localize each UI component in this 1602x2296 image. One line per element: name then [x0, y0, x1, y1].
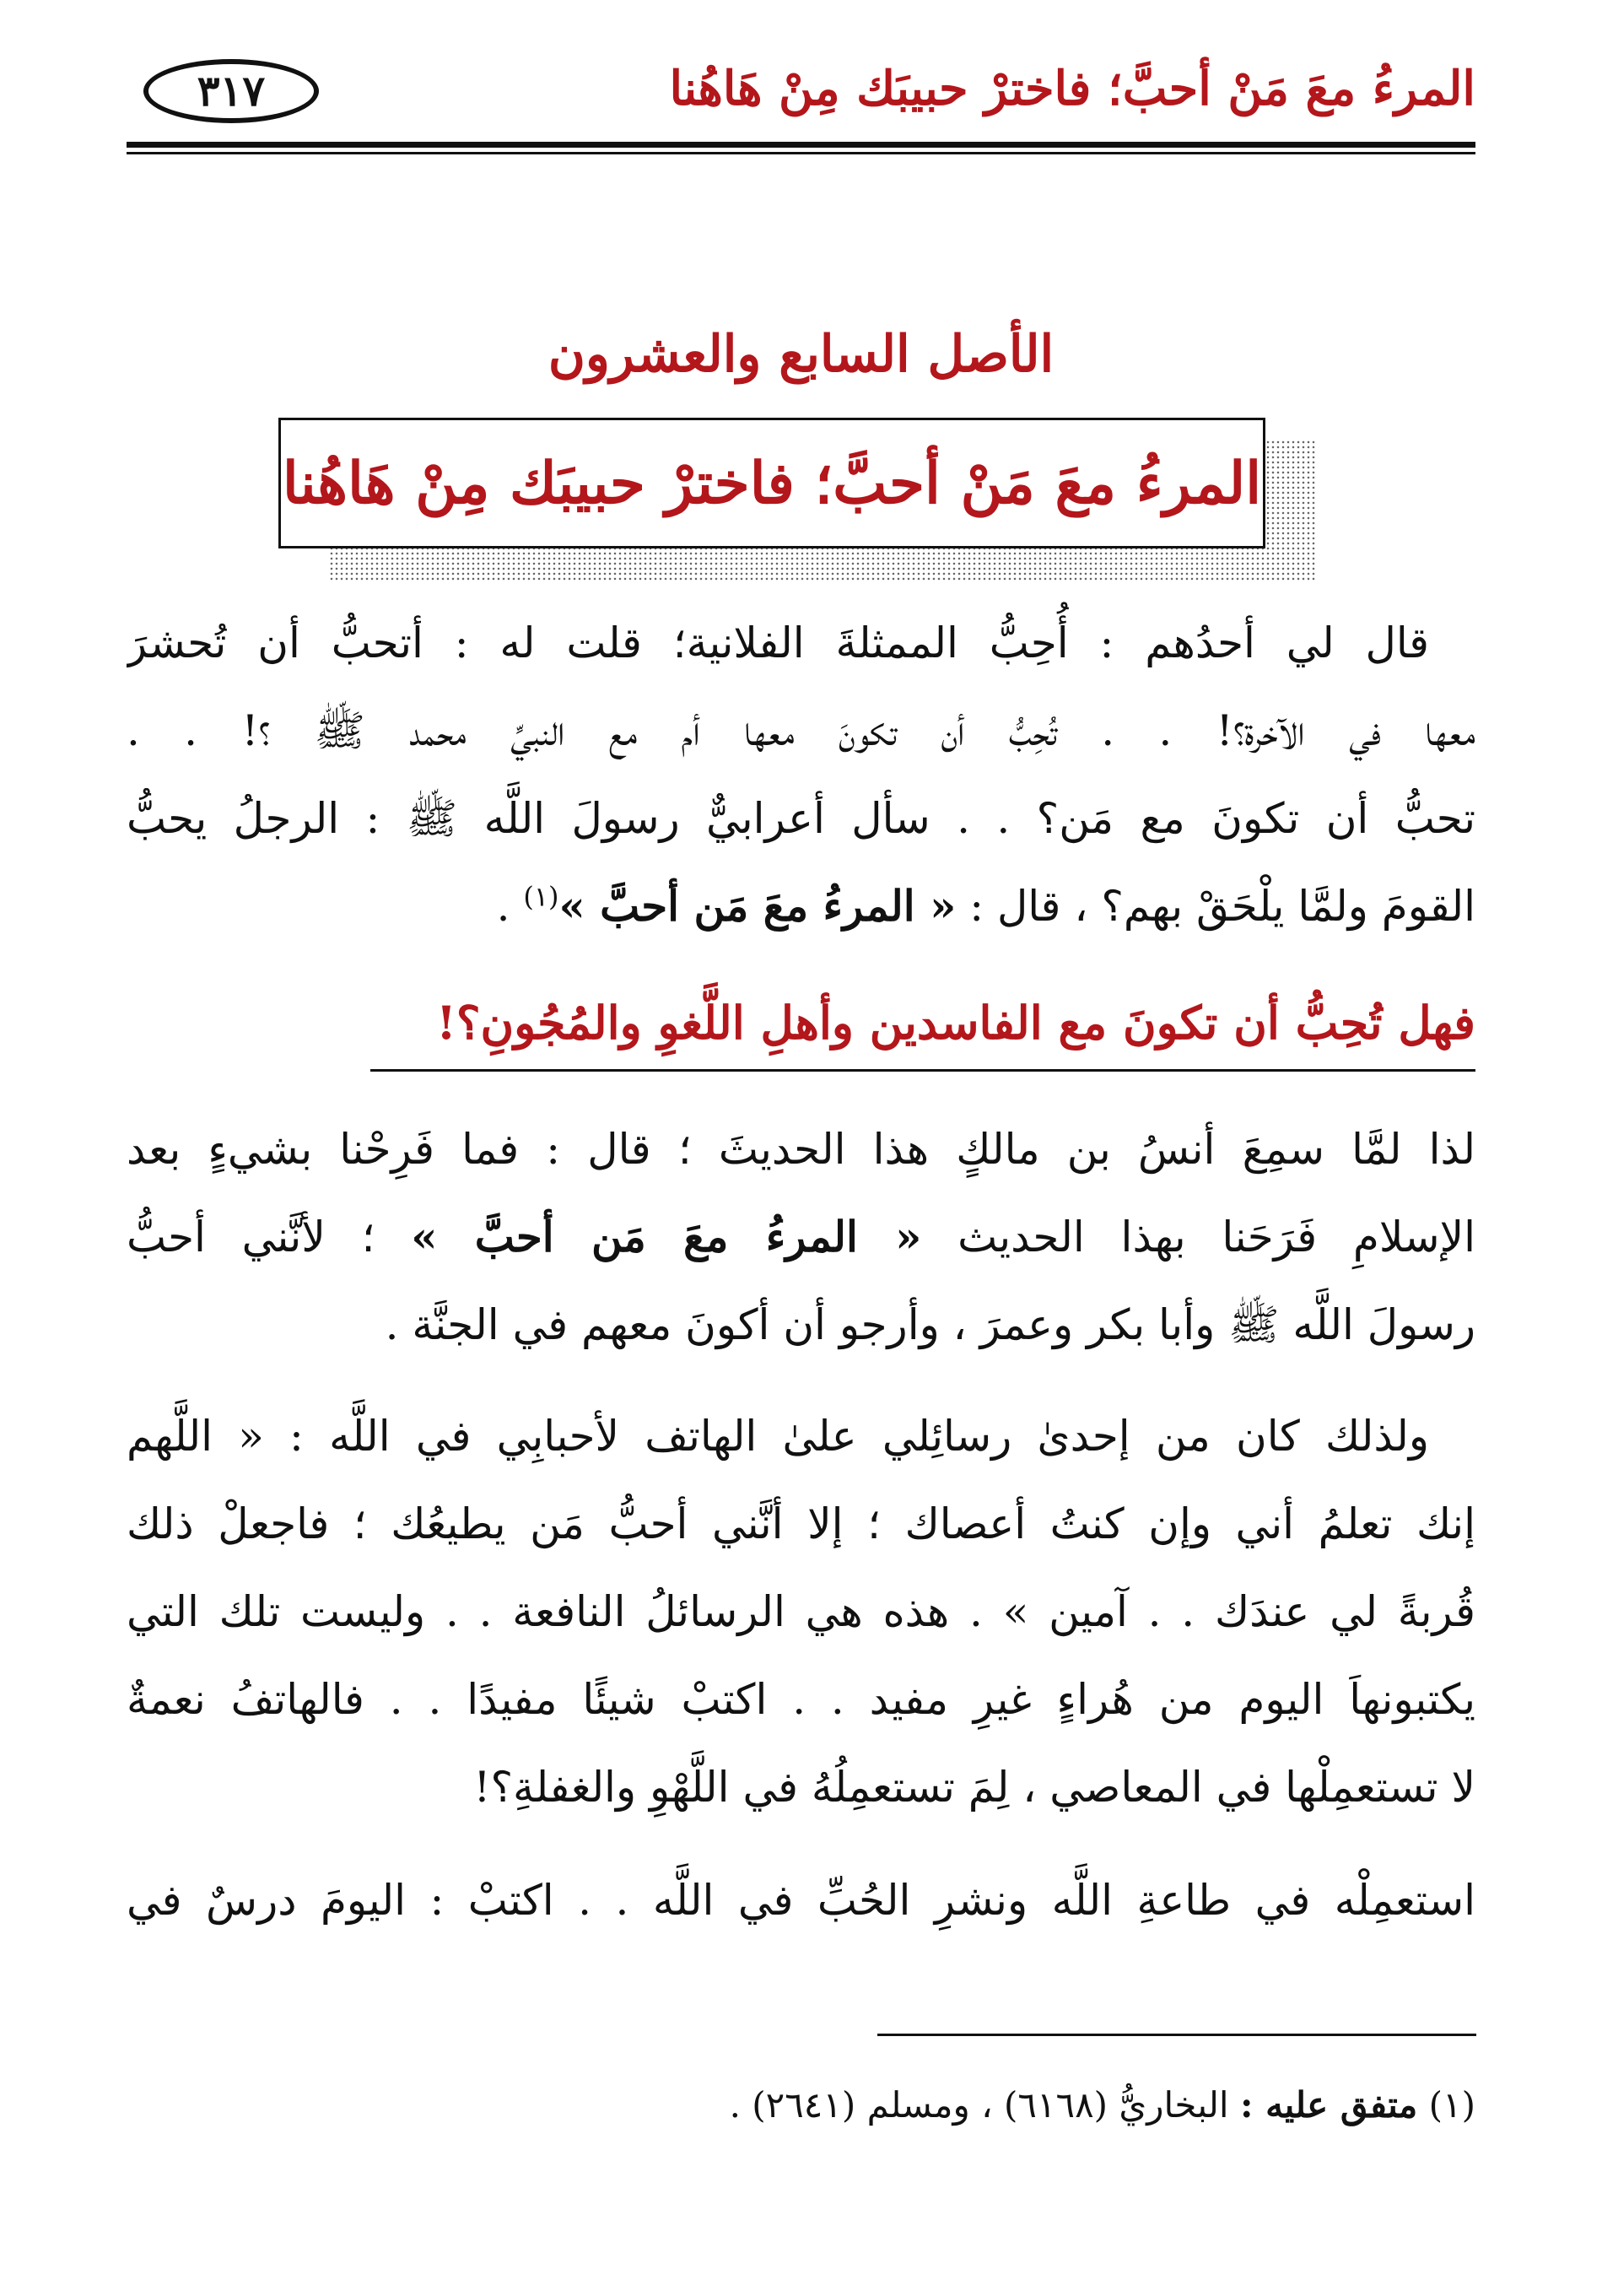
footnote-reference: (١) — [523, 880, 559, 913]
footnote-label: متفق عليه : — [1239, 2084, 1418, 2126]
hadith-quote: « المرءُ معَ مَن أحبَّ » — [558, 881, 957, 931]
section-label: الأصل السابع والعشرون — [547, 325, 1055, 384]
paragraph-line: ولذلك كان من إحدىٰ رسائِلي علىٰ الهاتف لأحبابِي في اللَّه : « اللَّهم — [127, 1412, 1429, 1461]
paragraph-line: قُربةً لي عندَك . . آمين » . هذه هي الرسائلُ النافعة . . وليست تلك التي — [127, 1587, 1475, 1636]
section-title: المرءُ معَ مَنْ أحبَّ؛ فاخترْ حبيبَك مِنْ هَاهُنا — [282, 449, 1262, 517]
paragraph-line: إنك تعلمُ أني وإن كنتُ أعصاك ؛ إلا أنَّني أحبُّ مَن يطيعُك ؛ فاجعلْ ذلك — [127, 1499, 1475, 1548]
paragraph-end: . — [496, 882, 524, 931]
section-title-frame — [278, 418, 1316, 582]
paragraph-1 — [127, 599, 1475, 950]
paragraph-line: معها في الآخرة؟! . . تُحِبُّ أن تكونَ معها أم مع النبيِّ محمد ﷺ ؟! . . — [127, 706, 1475, 755]
running-header — [127, 52, 1475, 137]
paragraph-line: رسولَ اللَّه ﷺ وأبا بكر وعمرَ ، وأرجو أن أكونَ معهم في الجنَّة . — [385, 1300, 1475, 1349]
paragraph-line: يكتبونهاَ اليوم من هُراءٍ غيرِ مفيد . . اكتبْ شيئًا مفيدًا . . فالهاتفُ نعمةٌ — [127, 1675, 1475, 1724]
paragraph-line-text: القومَ ولمَّا يلْحَقْ بهم؟ ، قال : — [969, 882, 1475, 931]
paragraph-3 — [127, 1392, 1475, 1831]
subheading-underline — [370, 1069, 1475, 1072]
paragraph-4 — [127, 1856, 1475, 1944]
hadith-quote: « المرءُ معَ مَن أحبَّ » — [411, 1212, 922, 1261]
subheading: فهل تُحِبُّ أن تكونَ مع الفاسدين وأهلِ اللَّغوِ والمُجُونِ؟! — [436, 996, 1475, 1050]
paragraph-line: لا تستعمِلْها في المعاصي ، لِمَ تستعمِلُهُ في اللَّهْوِ والغفلةِ؟! — [473, 1763, 1475, 1812]
paragraph-line — [127, 862, 1475, 950]
paragraph-line: تحبُّ أن تكونَ مع مَن؟ . . سأل أعرابيٌّ رسولَ اللَّه ﷺ : الرجلُ يحبُّ — [127, 794, 1475, 843]
header-rule-thick — [127, 142, 1475, 148]
footnote-separator — [877, 2034, 1476, 2036]
paragraph-line: لذا لمَّا سمِعَ أنسُ بن مالكٍ هذا الحديثَ ؛ قال : فما فَرِحْنا بشيءٍ بعد — [127, 1125, 1475, 1174]
header-rule-thin — [127, 152, 1475, 154]
paragraph-line — [127, 1193, 1475, 1281]
section-title-box — [278, 418, 1265, 548]
paragraph-line-text: ؛ لأنَّني أحبُّ — [127, 1213, 375, 1261]
page-number-badge: ٣١٧ — [143, 59, 319, 123]
paragraph-line: استعمِلْه في طاعةِ اللَّه ونشرِ الحُبِّ في اللَّه . . اكتبْ : اليومَ درسٌ في — [127, 1876, 1475, 1925]
paragraph-2 — [127, 1105, 1475, 1369]
footnote — [730, 2084, 1475, 2126]
header-double-rule — [127, 142, 1475, 157]
footnote-number: (١) — [1428, 2084, 1475, 2126]
paragraph-line-text: الإسلامِ فَرَحَنا بهذا الحديث — [957, 1213, 1475, 1261]
footnote-text: البخاريُّ (٦١٦٨) ، ومسلم (٢٦٤١) . — [729, 2084, 1229, 2126]
paragraph-line: قال لي أحدُهم : أُحِبُّ الممثلةَ الفلانية؛ قلت له : أتحبُّ أن تُحشرَ — [127, 619, 1429, 667]
running-title: المرءُ معَ مَنْ أحبَّ؛ فاخترْ حبيبَك مِنْ هَاهُنا — [669, 61, 1475, 116]
